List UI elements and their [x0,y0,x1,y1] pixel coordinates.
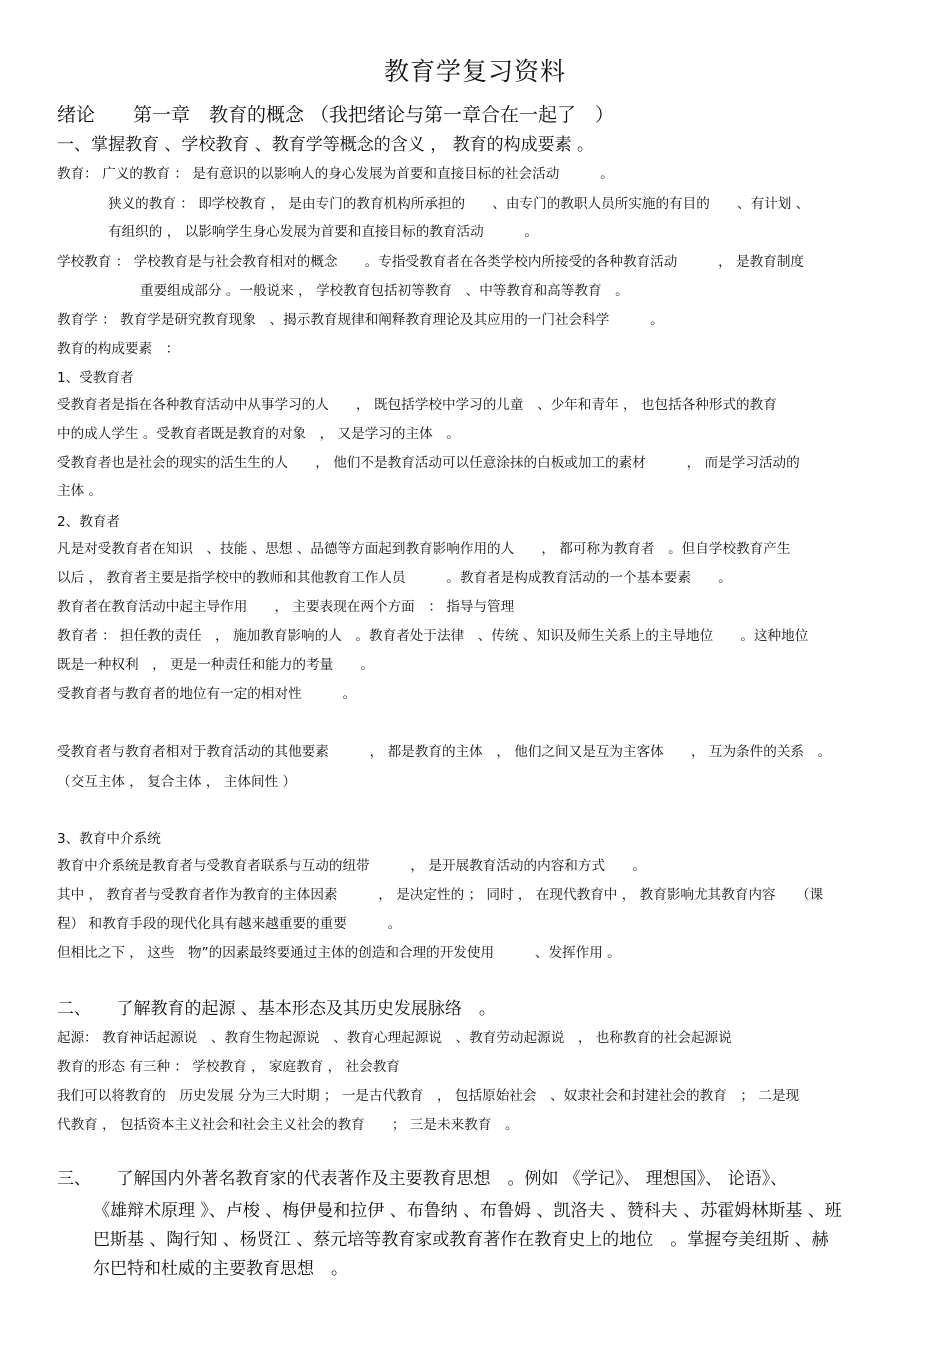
heading-line: 尔巴特和杜威的主要教育思想 。 [93,1259,348,1279]
paragraph-line: 受教育者与教育者的地位有一定的相对性 。 [57,686,357,702]
heading-line: 一、掌握教育 、学校教育 、教育学等概念的含义 ， 教育的构成要素 。 [57,135,595,155]
paragraph-line: 1、受教育者 [57,370,134,386]
paragraph-line: 程） 和教育手段的现代化具有越来越重要的重要 。 [57,916,402,932]
paragraph-line: 受教育者也是社会的现实的活生生的人 ， 他们不是教育活动可以任意涂抹的白板或加工的素材 ， 而是学习活动的 [57,455,800,471]
paragraph-line: 以后 ， 教育者主要是指学校中的教师和其他教育工作人员 。教育者是构成教育活动的一个基本要素 。 [57,570,732,586]
paragraph-line: 凡是对受教育者在知识 、技能 、思想 、品德等方面起到教育影响作用的人 ， 都可称为教育者 。但自学校教育产生 [57,541,791,557]
paragraph-line: 受教育者与教育者相对于教育活动的其他要素 ， 都是教育的主体 ， 他们之间又是互为主客体 ， 互为条件的关系 。 [57,744,832,760]
paragraph-line: 但相比之下 ， 这些 物”的因素最终要通过主体的创造和合理的开发使用 、发挥作用 。 [57,945,621,961]
paragraph-line: 重要组成部分 。一般说来 ， 学校教育包括初等教育 、中等教育和高等教育 。 [140,283,629,299]
paragraph-line: 教育的构成要素 ： [57,341,180,357]
paragraph-line: 有组织的 ， 以影响学生身心发展为首要和直接目标的教育活动 。 [108,224,539,240]
paragraph-line: 既是一种权利 ， 更是一种责任和能力的考量 。 [57,657,374,673]
heading-line: 绪论 第一章 教育的概念 （我把绪论与第一章合在一起了 ） [57,104,615,126]
paragraph-line: 教育： 广义的教育 ： 是有意识的以影响人的身心发展为首要和直接目标的社会活动 。 [57,166,614,182]
paragraph-line: 教育中介系统是教育者与受教育者联系与互动的纽带 ， 是开展教育活动的内容和方式 。 [57,858,646,874]
heading-line: 三、 了解国内外著名教育家的代表著作及主要教育思想 。例如 《学记》、 理想国》、 论语》、 [57,1169,788,1189]
paragraph-line: 学校教育 ： 学校教育是与社会教育相对的概念 。专指受教育者在各类学校内所接受的各种教育活动 ， 是教育制度 [57,254,805,270]
paragraph-line: 2、教育者 [57,514,121,530]
paragraph-line: 其中 ， 教育者与受教育者作为教育的主体因素 ， 是决定性的 ； 同时 ， 在现代教育中 ， 教育影响尤其教育内容 （课 [57,887,824,903]
page-title: 教育学复习资料 [383,57,566,86]
paragraph-line: 受教育者是指在各种教育活动中从事学习的人 ， 既包括学校中学习的儿童 、少年和青年 ， 也包括各种形式的教育 [57,397,777,413]
heading-line: 二、 了解教育的起源 、基本形态及其历史发展脉络 。 [57,999,496,1019]
paragraph-line: 起源： 教育神话起源说 、教育生物起源说 、教育心理起源说 、教育劳动起源说 ， 也称教育的社会起源说 [57,1030,732,1046]
paragraph-line: 教育的形态 有三种 ： 学校教育 ， 家庭教育 ， 社会教育 [57,1059,400,1075]
paragraph-line: （交互主体 ， 复合主体 ， 主体间性 ） [57,774,297,790]
paragraph-line: 教育者在教育活动中起主导作用 ， 主要表现在两个方面 ： 指导与管理 [57,599,515,615]
paragraph-line: 教育学 ： 教育学是研究教育现象 、揭示教育规律和阐释教育理论及其应用的一门社会科学 。 [57,312,664,328]
paragraph-line: 3、教育中介系统 [57,831,161,847]
paragraph-line: 教育者 ： 担任教的责任 ， 施加教育影响的人 。教育者处于法律 、传统 、知识及师生关系上的主导地位 。这种地位 [57,628,809,644]
paragraph-line: 代教育 ， 包括资本主义社会和社会主义社会的教育 ； 三是未来教育 。 [57,1117,519,1133]
paragraph-line: 狭义的教育 ： 即学校教育 ， 是由专门的教育机构所承担的 、由专门的教职人员所实施的有目的 、有计划 、 [108,196,810,212]
paragraph-line: 我们可以将教育的 历史发展 分为三大时期 ； 一是古代教育 ， 包括原始社会 、奴隶社会和封建社会的教育 ； 二是现 [57,1088,800,1104]
heading-line: 巴斯基 、陶行知 、杨贤江 、蔡元培等教育家或教育著作在教育史上的地位 。掌握夸美纽斯 、赫 [93,1230,829,1250]
heading-line: 《雄辩术原理 》、卢梭 、梅伊曼和拉伊 、布鲁纳 、布鲁姆 、凯洛夫 、赞科夫 、苏霍姆林斯基 、班 [93,1201,842,1221]
paragraph-line: 主体 。 [57,483,103,499]
paragraph-line: 中的成人学生 。受教育者既是教育的对象 ， 又是学习的主体 。 [57,426,460,442]
